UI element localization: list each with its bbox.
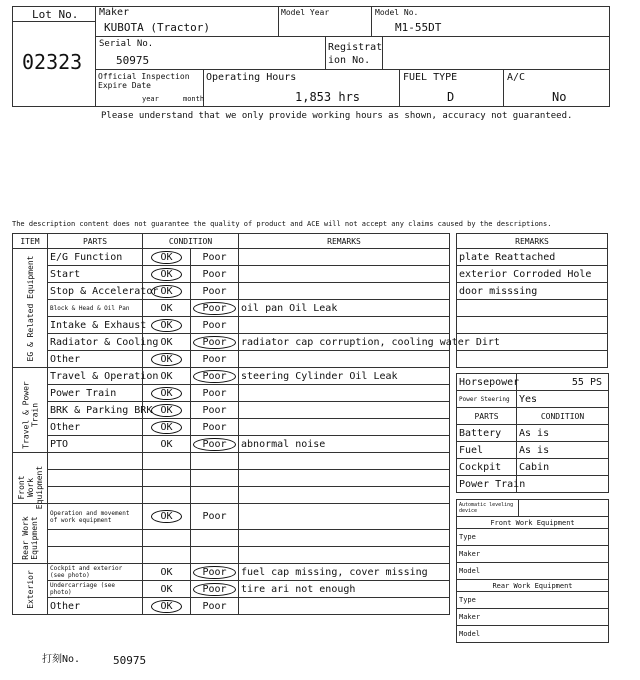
- part-cell: Intake & Exhaust: [48, 317, 143, 334]
- side-part-name: Battery: [457, 425, 517, 442]
- table-row: [13, 530, 450, 547]
- table-row: [13, 283, 450, 300]
- condition-ok: [143, 300, 191, 317]
- ok-label: OK: [160, 370, 173, 382]
- work-equipment-header: Front Work Equipment: [457, 517, 609, 529]
- table-row: [13, 334, 450, 351]
- power-steering-label: Power Steering: [457, 391, 517, 408]
- maker-value: KUBOTA (Tractor): [104, 21, 210, 34]
- poor-label: Poor: [193, 370, 235, 383]
- side-remark-row: [457, 351, 608, 368]
- model-year-label: Model Year: [281, 8, 330, 17]
- condition-ok: [143, 530, 191, 547]
- side-remark-cell: [457, 351, 608, 368]
- ok-label: OK: [160, 302, 173, 314]
- condition-poor: [191, 547, 239, 564]
- hours-note: Please understand that we only provide working hours as shown, accuracy not guaranteed.: [101, 111, 573, 121]
- work-equipment-row: [457, 563, 609, 580]
- side-remark-row: [457, 300, 608, 317]
- side-part-condition: As is: [517, 425, 609, 442]
- lot-number: 02323: [22, 50, 83, 74]
- poor-label: Poor: [202, 511, 227, 522]
- table-row: [13, 504, 450, 530]
- ac-value: No: [552, 90, 567, 104]
- stamp-value: 50975: [113, 654, 147, 667]
- poor-label: Poor: [202, 353, 227, 365]
- item-group: [13, 368, 48, 453]
- part-cell: Cockpit and exterior (see photo): [48, 564, 143, 581]
- condition-poor: [191, 419, 239, 436]
- remark-cell: [239, 547, 450, 564]
- side-part-name: Power Train: [457, 476, 517, 493]
- condition-ok: [143, 385, 191, 402]
- condition-poor: [191, 368, 239, 385]
- side-remark-cell: exterior Corroded Hole: [457, 266, 608, 283]
- side-part-row: [457, 425, 609, 442]
- part-cell: Other: [48, 598, 143, 615]
- remark-cell: [239, 453, 450, 470]
- ok-label: OK: [151, 387, 181, 400]
- work-equipment-header: Rear Work Equipment: [457, 580, 609, 592]
- poor-label: Poor: [202, 285, 227, 297]
- work-equipment-label: Type: [457, 592, 609, 609]
- auto-leveling-row: [457, 500, 609, 517]
- table-row: [13, 368, 450, 385]
- condition-poor: [191, 487, 239, 504]
- work-equipment-row: [457, 592, 609, 609]
- remark-cell: [239, 283, 450, 300]
- remark-cell: [239, 470, 450, 487]
- remark-cell: oil pan Oil Leak: [239, 300, 450, 317]
- condition-ok: [143, 317, 191, 334]
- item-group: [13, 249, 48, 368]
- table-row: [13, 300, 450, 317]
- ok-label: OK: [151, 251, 181, 264]
- side-remark-cell: [457, 317, 608, 334]
- ok-label: OK: [151, 353, 181, 366]
- part-cell: BRK & Parking BRK: [48, 402, 143, 419]
- table-row: [13, 266, 450, 283]
- remark-cell: [239, 419, 450, 436]
- condition-poor: [191, 598, 239, 615]
- side-remark-cell: plate Reattached: [457, 249, 608, 266]
- remark-cell: [239, 598, 450, 615]
- condition-ok: [143, 249, 191, 266]
- ok-label: OK: [151, 510, 181, 523]
- maker-label: Maker: [99, 7, 130, 18]
- side-specs-table: [456, 373, 609, 493]
- part-cell: Other: [48, 351, 143, 368]
- table-row: [13, 487, 450, 504]
- fuel-label: FUEL TYPE: [403, 72, 458, 83]
- poor-label: Poor: [202, 387, 227, 399]
- remark-cell: abnormal noise: [239, 436, 450, 453]
- part-cell: [48, 547, 143, 564]
- side-remarks-header-row: [457, 234, 608, 249]
- condition-ok: [143, 351, 191, 368]
- side-remark-row: [457, 317, 608, 334]
- poor-label: Poor: [202, 319, 227, 331]
- condition-header: CONDITION: [517, 408, 609, 425]
- side-remark-row: [457, 266, 608, 283]
- poor-label: Poor: [193, 566, 235, 579]
- remark-cell: [239, 351, 450, 368]
- condition-poor: [191, 402, 239, 419]
- part-cell: E/G Function: [48, 249, 143, 266]
- part-cell: Stop & Accelerator: [48, 283, 143, 300]
- condition-ok: [143, 419, 191, 436]
- remark-cell: [239, 487, 450, 504]
- remark-cell: [239, 249, 450, 266]
- lot-label: Lot No.: [32, 8, 79, 21]
- poor-label: Poor: [202, 421, 227, 433]
- part-cell: [48, 487, 143, 504]
- side-part-row: [457, 476, 609, 493]
- parts-header: PARTS: [457, 408, 517, 425]
- table-row: [13, 317, 450, 334]
- work-equipment-label: Model: [457, 626, 609, 643]
- condition-ok: [143, 436, 191, 453]
- ac-label: A/C: [507, 72, 526, 83]
- ok-label: OK: [160, 336, 173, 348]
- inspection-label: Official Inspection Expire Date: [98, 72, 190, 90]
- serial-label: Serial No.: [99, 39, 154, 49]
- table-header-row: [13, 234, 450, 249]
- item-group-label: EG & Related Equipment: [25, 255, 35, 361]
- condition-ok: [143, 487, 191, 504]
- side-part-row: [457, 442, 609, 459]
- poor-label: Poor: [193, 336, 235, 349]
- auto-leveling-label: Automatic leveling device: [457, 500, 519, 517]
- poor-label: Poor: [193, 302, 235, 315]
- item-group: [13, 564, 48, 615]
- table-row: [13, 453, 450, 470]
- registration-label: Registrat ion No.: [328, 42, 383, 66]
- table-row: [13, 351, 450, 368]
- side-remark-cell: [457, 300, 608, 317]
- work-equipment-label: Model: [457, 563, 609, 580]
- work-equipment-header-row: [457, 517, 609, 529]
- condition-ok: [143, 470, 191, 487]
- part-cell: Undercarriage (see photo): [48, 581, 143, 598]
- work-equipment-row: [457, 609, 609, 626]
- header-condition: CONDITION: [143, 234, 239, 249]
- remark-cell: [239, 530, 450, 547]
- auto-leveling-value: [519, 500, 609, 517]
- part-cell: [48, 453, 143, 470]
- side-part-name: Fuel: [457, 442, 517, 459]
- side-remark-row: [457, 283, 608, 300]
- remark-cell: radiator cap corruption, cooling water Dirt: [239, 334, 450, 351]
- ok-label: OK: [151, 600, 181, 613]
- remark-cell: [239, 266, 450, 283]
- condition-poor: [191, 317, 239, 334]
- poor-label: Poor: [202, 600, 227, 612]
- table-row: [13, 249, 450, 266]
- condition-poor: [191, 249, 239, 266]
- part-cell: Other: [48, 419, 143, 436]
- condition-ok: [143, 266, 191, 283]
- work-equipment-label: Maker: [457, 609, 609, 626]
- condition-ok: [143, 564, 191, 581]
- work-equipment-row: [457, 529, 609, 546]
- power-steering-value: Yes: [517, 391, 609, 408]
- part-cell: Start: [48, 266, 143, 283]
- side-remark-cell: door misssing: [457, 283, 608, 300]
- model-no-value: M1-55DT: [395, 21, 442, 34]
- side-remarks-header: REMARKS: [457, 234, 608, 249]
- year-label: year: [142, 95, 159, 103]
- work-equipment-row: [457, 626, 609, 643]
- item-group-label: Front Work Equipment: [16, 465, 44, 509]
- remark-cell: tire ari not enough: [239, 581, 450, 598]
- item-group-label: Rear Work Equipment: [21, 516, 39, 560]
- hours-value: 1,853 hrs: [295, 90, 361, 104]
- condition-poor: [191, 564, 239, 581]
- condition-poor: [191, 530, 239, 547]
- condition-poor: [191, 581, 239, 598]
- serial-value: 50975: [116, 54, 150, 67]
- condition-ok: [143, 598, 191, 615]
- work-equipment-header-row: [457, 580, 609, 592]
- ok-label: OK: [151, 319, 181, 332]
- table-row: [13, 402, 450, 419]
- side-remark-row: [457, 249, 608, 266]
- work-equipment-label: Type: [457, 529, 609, 546]
- side-part-condition: Cabin: [517, 459, 609, 476]
- condition-poor: [191, 266, 239, 283]
- item-group-label: Exterior: [25, 569, 35, 609]
- remark-cell: fuel cap missing, cover missing: [239, 564, 450, 581]
- table-row: [13, 581, 450, 598]
- part-cell: Power Train: [48, 385, 143, 402]
- poor-label: Poor: [202, 268, 227, 280]
- side-part-name: Cockpit: [457, 459, 517, 476]
- table-row: [13, 419, 450, 436]
- side-remark-cell: [457, 334, 608, 351]
- ok-label: OK: [151, 421, 181, 434]
- work-equipment-label: Maker: [457, 546, 609, 563]
- month-label: month: [183, 95, 205, 103]
- condition-poor: [191, 334, 239, 351]
- poor-label: Poor: [202, 251, 227, 263]
- ok-label: OK: [151, 285, 181, 298]
- poor-label: Poor: [193, 438, 235, 451]
- poor-label: Poor: [202, 404, 227, 416]
- part-cell: Radiator & Cooling: [48, 334, 143, 351]
- side-part-condition: As is: [517, 442, 609, 459]
- part-cell: [48, 530, 143, 547]
- remark-cell: [239, 402, 450, 419]
- condition-poor: [191, 300, 239, 317]
- header-item: ITEM: [13, 234, 48, 249]
- horsepower-row: [457, 374, 609, 391]
- side-part-condition: [517, 476, 609, 493]
- ok-label: OK: [160, 438, 173, 450]
- condition-poor: [191, 470, 239, 487]
- condition-poor: [191, 504, 239, 530]
- remark-cell: [239, 385, 450, 402]
- condition-poor: [191, 453, 239, 470]
- condition-poor: [191, 385, 239, 402]
- part-cell: Operation and movement of work equipment: [48, 504, 143, 530]
- table-row: [13, 385, 450, 402]
- model-no-label: Model No.: [375, 8, 419, 17]
- condition-ok: [143, 547, 191, 564]
- table-row: [13, 470, 450, 487]
- side-part-row: [457, 459, 609, 476]
- part-cell: [48, 470, 143, 487]
- parts-header-row: [457, 408, 609, 425]
- part-cell: Travel & Operation: [48, 368, 143, 385]
- disclaimer: The description content does not guarantee the quality of product and ACE will not accept any claims caused by the descriptions.: [12, 220, 552, 228]
- condition-ok: [143, 453, 191, 470]
- table-row: [13, 436, 450, 453]
- condition-poor: [191, 283, 239, 300]
- table-row: [13, 598, 450, 615]
- remark-cell: [239, 317, 450, 334]
- horsepower-label: Horsepower: [457, 374, 517, 391]
- side-remark-row: [457, 334, 608, 351]
- power-steering-row: [457, 391, 609, 408]
- remark-cell: steering Cylinder Oil Leak: [239, 368, 450, 385]
- table-row: [13, 564, 450, 581]
- ok-label: OK: [160, 583, 173, 595]
- horsepower-value: 55 PS: [517, 374, 609, 391]
- table-row: [13, 547, 450, 564]
- ok-label: OK: [151, 268, 181, 281]
- ok-label: OK: [151, 404, 181, 417]
- part-cell: PTO: [48, 436, 143, 453]
- condition-poor: [191, 351, 239, 368]
- condition-ok: [143, 504, 191, 530]
- poor-label: Poor: [193, 583, 235, 596]
- item-group-label: Travel & Power Train: [21, 380, 39, 449]
- fuel-value: D: [447, 90, 455, 104]
- remark-cell: [239, 504, 450, 530]
- item-group: [13, 453, 48, 509]
- side-work-table: [456, 499, 609, 643]
- work-equipment-row: [457, 546, 609, 563]
- item-group: [13, 504, 48, 564]
- ok-label: OK: [160, 566, 173, 578]
- condition-poor: [191, 436, 239, 453]
- side-remarks-table: [456, 233, 608, 368]
- part-cell: Block & Head & Oil Pan: [48, 300, 143, 317]
- stamp-label: 打刻No.: [42, 654, 81, 665]
- header-parts: PARTS: [48, 234, 143, 249]
- hours-label: Operating Hours: [206, 72, 297, 83]
- condition-ok: [143, 581, 191, 598]
- header-remarks: REMARKS: [239, 234, 450, 249]
